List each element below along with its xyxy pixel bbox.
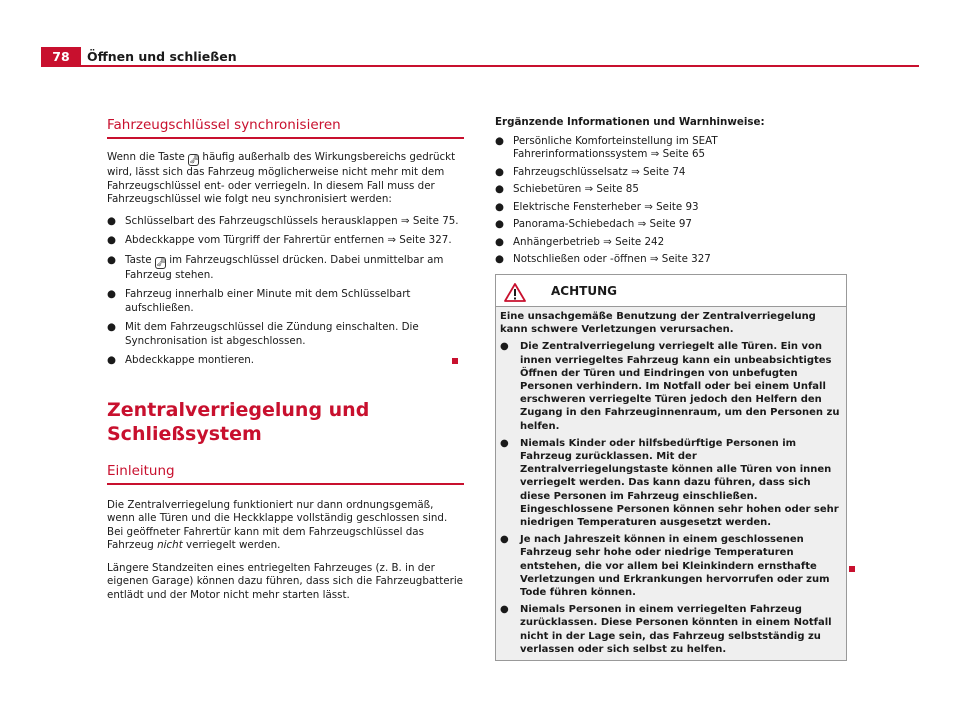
- item-text: Panorama-Schiebedach ⇒ Seite 97: [513, 218, 692, 230]
- bullet-icon: ●: [495, 200, 504, 213]
- sync-steps: [107, 215, 464, 368]
- extra-info-title: Ergänzende Informationen und Warnhinweise:: [495, 116, 765, 128]
- warning-end-marker: [849, 566, 855, 572]
- list-item: [495, 135, 852, 162]
- bullet-icon: ●: [500, 437, 509, 449]
- list-item: [495, 218, 852, 232]
- warning-item-text: Je nach Jahreszeit können in einem geschlossenen Fahrzeug sehr hohe oder niedrige Temperaturen entstehen, die vor allem bei Kleinkindern ernsthafte Verletzungen und Erkrankungen hervorrufen oder zum Tode führen können.: [520, 534, 830, 599]
- list-item: [107, 321, 464, 348]
- unlock-key-icon: 🗝: [189, 155, 200, 164]
- bullet-icon: ●: [107, 288, 116, 300]
- para-emphasis: nicht: [157, 539, 183, 551]
- bullet-icon: ●: [495, 165, 504, 178]
- warning-box: [495, 274, 847, 661]
- item-text: Schiebetüren ⇒ Seite 85: [513, 183, 639, 195]
- list-item: [107, 254, 464, 283]
- list-item: [495, 166, 852, 180]
- step-text: Abdeckkappe montieren.: [125, 354, 255, 366]
- list-item: [500, 603, 842, 656]
- bullet-icon: ●: [107, 354, 116, 366]
- warning-body: [496, 307, 846, 660]
- right-column: [495, 116, 852, 267]
- list-item: [495, 253, 852, 267]
- step-text: Mit dem Fahrzeugschlüssel die Zündung einschalten. Die Synchronisation ist abgeschlossen.: [125, 321, 419, 347]
- bullet-icon: ●: [500, 604, 509, 616]
- warning-triangle-icon: [504, 283, 526, 302]
- sync-heading-rule: [107, 137, 464, 139]
- bullet-icon: ●: [495, 253, 504, 265]
- central-paragraph-2: Längere Standzeiten eines entriegelten Fahrzeuges (z. B. in der eigenen Garage) können dazu führen, dass sich die Fahrzeugbatterie entlädt und der Motor nicht mehr starten lässt.: [107, 561, 464, 601]
- bullet-icon: ●: [500, 534, 509, 546]
- page-header: [41, 47, 919, 67]
- step-text: Abdeckkappe vom Türgriff der Fahrertür entfernen ⇒ Seite 327.: [125, 234, 452, 246]
- left-column: [107, 116, 464, 602]
- list-item: [500, 533, 842, 599]
- bullet-icon: ●: [107, 321, 116, 333]
- list-item: [107, 354, 464, 368]
- list-item: [500, 340, 842, 432]
- list-item: [495, 183, 852, 197]
- list-item: [107, 215, 464, 229]
- bullet-icon: ●: [107, 253, 116, 266]
- item-text: Notschließen oder -öffnen ⇒ Seite 327: [513, 253, 711, 265]
- item-text: Persönliche Komforteinstellung im SEAT Fahrerinformationssystem ⇒ Seite 65: [513, 134, 718, 160]
- bullet-icon: ●: [107, 214, 116, 227]
- step-text-rest: im Fahrzeugschlüssel drücken. Dabei unmittelbar am Fahrzeug stehen.: [125, 253, 444, 281]
- step-text: Fahrzeug innerhalb einer Minute mit dem Schlüsselbart aufschließen.: [125, 288, 411, 314]
- section-title-rule: [107, 483, 464, 485]
- section-title: Einleitung: [107, 462, 175, 479]
- central-paragraph-1: [107, 499, 464, 553]
- step-text: Schlüsselbart des Fahrzeugschlüssels herausklappen ⇒ Seite 75.: [125, 214, 459, 227]
- warning-title: ACHTUNG: [551, 284, 617, 298]
- step-text: Taste: [125, 253, 152, 266]
- warning-item-text: Die Zentralverriegelung verriegelt alle Türen. Ein von innen verriegeltes Fahrzeug kann ein unbeabsichtigtes Öffnen der Türen und Eindringen von unbefugten Personen verhindern. Im Notfall oder bei einem Unfall erschweren verriegelte Türen jedoch den Helfern den Zugang in den Fahrzeuginnenraum, um den Personen zu helfen.: [520, 341, 840, 432]
- header-title: Öffnen und schließen: [87, 49, 237, 64]
- list-item: [107, 288, 464, 315]
- page-number: 78: [41, 47, 81, 67]
- item-text: Anhängerbetrieb ⇒ Seite 242: [513, 235, 665, 248]
- warning-item-text: Niemals Kinder oder hilfsbedürftige Personen im Fahrzeug zurücklassen. Mit der Zentralverriegelungstaste können alle Türen von innen verriegelt werden. Das kann dazu führen, dass sich diese Personen im Fahrzeug einschließen. Eingeschlossene Personen können sehr hohen oder sehr niedrigen Temperaturen ausgesetzt werden.: [520, 437, 839, 529]
- extra-info-list: [495, 135, 852, 267]
- list-item: [107, 234, 464, 248]
- header-rule: [81, 65, 919, 67]
- bullet-icon: ●: [107, 234, 116, 246]
- sync-intro-text-a: Wenn die Taste: [107, 151, 185, 163]
- list-item: [495, 236, 852, 250]
- warning-item-text: Niemals Personen in einem verriegelten Fahrzeug zurücklassen. Diese Personen könnten in einem Notfall nicht in der Lage sein, das Fahrzeug selbstständig zu verlassen oder sich selbst zu helfen.: [520, 604, 832, 655]
- bullet-icon: ●: [495, 235, 504, 248]
- item-text: Elektrische Fensterheber ⇒ Seite 93: [513, 200, 699, 213]
- para-text: verriegelt werden.: [182, 539, 281, 551]
- bullet-icon: ●: [495, 183, 504, 195]
- bullet-icon: ●: [500, 341, 509, 353]
- list-item: [500, 437, 842, 529]
- bullet-icon: ●: [495, 218, 504, 230]
- list-item: [495, 201, 852, 215]
- bullet-icon: ●: [495, 134, 504, 147]
- para-text: Die Zentralverriegelung funktioniert nur dann ordnungsgemäß, wenn alle Türen und die Heckklappe vollständig geschlossen sind. Bei geöffneter Fahrertür kann mit dem Fahrzeugschlüssel das Fahrzeug: [107, 498, 448, 551]
- item-text: Fahrzeugschlüsselsatz ⇒ Seite 74: [513, 165, 686, 178]
- warning-lead: Eine unsachgemäße Benutzung der Zentralverriegelung kann schwere Verletzungen verursachen.: [500, 311, 816, 336]
- section-end-marker: [452, 358, 458, 364]
- unlock-key-icon: 🗝: [155, 257, 167, 267]
- chapter-title: Zentralverriegelung und Schließsystem: [107, 398, 370, 445]
- sync-intro: [107, 151, 464, 207]
- sync-heading: Fahrzeugschlüssel synchronisieren: [107, 117, 341, 133]
- sync-intro-text-b: häufig außerhalb des Wirkungsbereichs gedrückt wird, lässt sich das Fahrzeug möglicherweise nicht mehr mit dem Fahrzeugschlüssel ent- oder verriegeln. In diesem Fall muss der Fahrzeugschlüssel wie folgt neu synchronisiert werden:: [107, 151, 456, 205]
- warning-header: [496, 275, 846, 307]
